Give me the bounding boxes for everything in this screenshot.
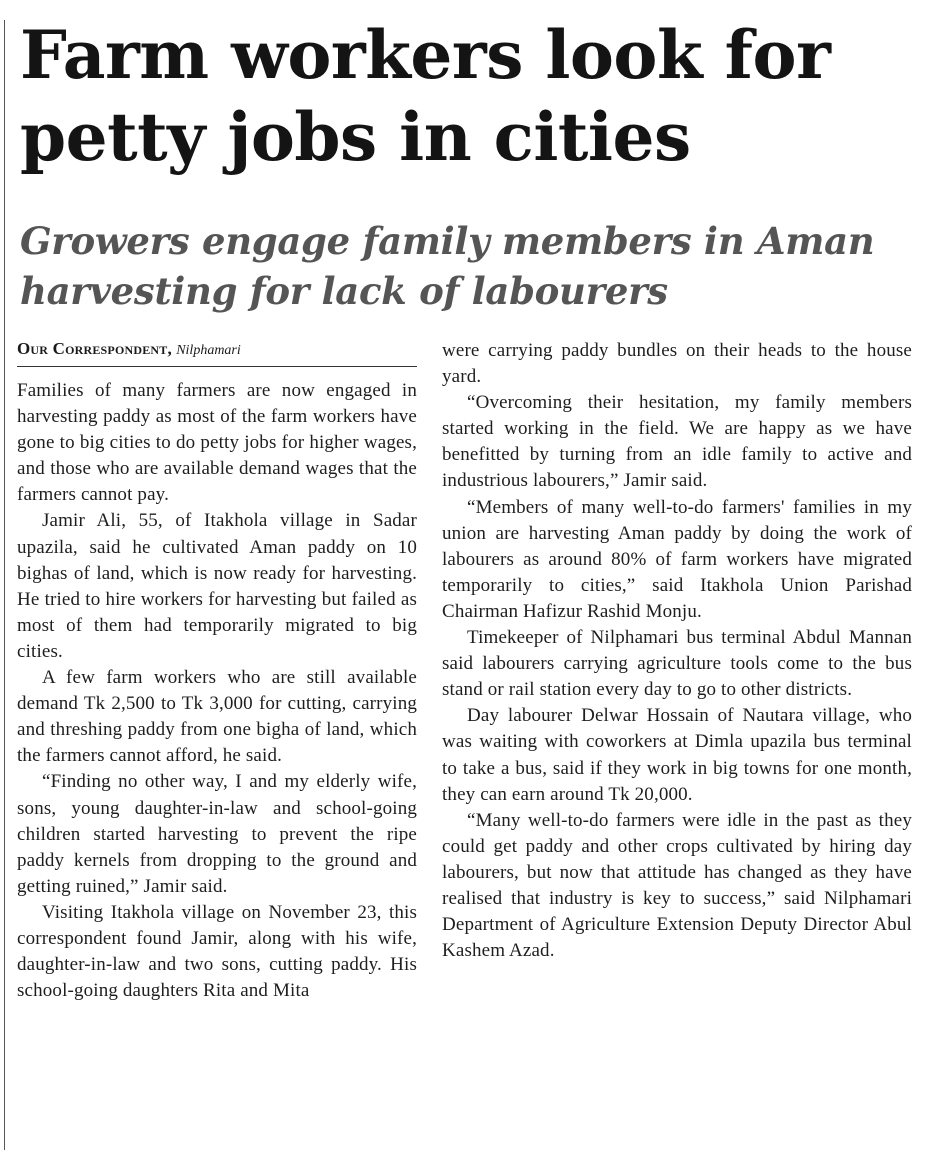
paragraph: Jamir Ali, 55, of Itakhola village in Sadar upazila, said he cultivated Aman paddy on 10 bighas of land, which is now ready for harvesting. He tried to hire workers for harvesting but failed as most of them had temporarily migrated to big cities. xyxy=(17,510,417,662)
byline xyxy=(17,339,417,361)
subheadline xyxy=(20,216,920,316)
byline-location: Nilphamari xyxy=(176,343,241,358)
paragraph: “Overcoming their hesitation, my family members started working in the field. We are happy as we have benefitted by turning from an idle family to active and industrious labourers,” Jamir said. xyxy=(442,392,912,492)
paragraph: Families of many farmers are now engaged in harvesting paddy as most of the farm workers have gone to big cities to do petty jobs for higher wages, and those who are available demand wages that the farmers cannot pay. xyxy=(17,380,417,506)
paragraph: Timekeeper of Nilphamari bus terminal Abdul Mannan said labourers carrying agriculture tools come to the bus stand or rail station every day to go to other districts. xyxy=(442,627,912,701)
article-column-2 xyxy=(442,338,912,964)
paragraph: “Finding no other way, I and my elderly wife, sons, young daughter-in-law and school-going children started harvesting to prevent the ripe paddy kernels from dropping to the ground and getting ruined,” Jamir said. xyxy=(17,771,417,897)
paragraph: were carrying paddy bundles on their heads to the house yard. xyxy=(442,340,912,388)
paragraph: Day labourer Delwar Hossain of Nautara village, who was waiting with coworkers at Dimla upazila bus terminal to take a bus, said if they work in big towns for one month, they can earn around Tk 20,000. xyxy=(442,705,912,805)
subheadline-line-2: harvesting for lack of labourers xyxy=(20,269,668,313)
byline-author: Our Correspondent, xyxy=(17,339,172,358)
headline-line-1: Farm workers look for xyxy=(20,16,831,94)
column-rule xyxy=(4,20,5,1150)
paragraph: Visiting Itakhola village on November 23, this correspondent found Jamir, along with his wife, daughter-in-law and two sons, cutting paddy. His school-going daughters Rita and Mita xyxy=(17,901,417,1002)
paragraph: A few farm workers who are still available demand Tk 2,500 to Tk 3,000 for cutting, carrying and threshing paddy from one bigha of land, which the farmers cannot afford, he said. xyxy=(17,667,417,767)
subheadline-line-1: Growers engage family members in Aman xyxy=(20,219,875,263)
paragraph: “Many well-to-do farmers were idle in the past as they could get paddy and other crops cultivated by hiring day labourers, but now that attitude has changed as they have realised that industry is key to success,” said Nilphamari Department of Agriculture Extension Deputy Director Abul Kashem Azad. xyxy=(442,809,912,962)
article-column-1 xyxy=(17,378,417,1004)
headline-line-2: petty jobs in cities xyxy=(20,98,691,176)
paragraph: “Members of many well-to-do farmers' families in my union are harvesting Aman paddy by doing the work of labourers as around 80% of farm workers have migrated temporarily to cities,” said Itakhola Union Parishad Chairman Hafizur Rashid Monju. xyxy=(442,496,912,622)
headline xyxy=(20,14,920,178)
byline-divider xyxy=(17,366,417,367)
